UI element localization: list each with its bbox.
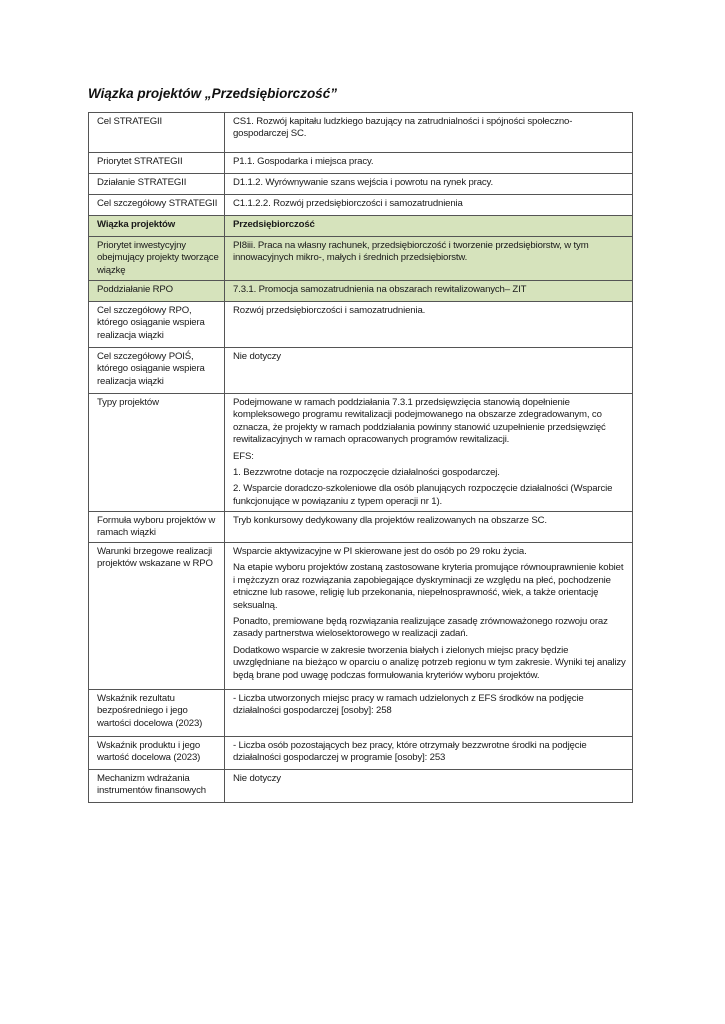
row-label: Warunki brzegowe realizacji projektów wskazane w RPO bbox=[89, 543, 225, 690]
row-label: Cel szczegółowy POIŚ, którego osiąganie wspiera realizacja wiązki bbox=[89, 348, 225, 394]
table-row bbox=[89, 394, 633, 512]
row-content bbox=[225, 195, 633, 216]
paragraph: P1.1. Gospodarka i miejsca pracy. bbox=[233, 156, 374, 167]
paragraph: D1.1.2. Wyrównywanie szans wejścia i powrotu na rynek pracy. bbox=[233, 177, 494, 188]
row-content bbox=[225, 543, 633, 690]
paragraph: 7.3.1. Promocja samozatrudnienia na obszarach rewitalizowanych– ZIT bbox=[233, 284, 527, 295]
paragraph: EFS: bbox=[233, 450, 254, 462]
row-content bbox=[225, 690, 633, 737]
row-content bbox=[225, 281, 633, 302]
row-content bbox=[225, 770, 633, 803]
row-content bbox=[225, 113, 633, 153]
paragraph: Nie dotyczy bbox=[233, 773, 281, 784]
row-label: Wskaźnik rezultatu bezpośredniego i jego wartości docelowa (2023) bbox=[89, 690, 225, 737]
table-row bbox=[89, 690, 633, 737]
row-label: Wiązka projektów bbox=[89, 216, 225, 237]
table-row bbox=[89, 174, 633, 195]
row-label: Cel szczegółowy STRATEGII bbox=[89, 195, 225, 216]
row-label: Priorytet STRATEGII bbox=[89, 153, 225, 174]
table-row-highlight bbox=[89, 281, 633, 302]
table-row bbox=[89, 543, 633, 690]
row-content bbox=[225, 512, 633, 543]
page-title: Wiązka projektów „Przedsiębiorczość” bbox=[88, 86, 337, 101]
row-content bbox=[225, 737, 633, 770]
paragraph: - Liczba osób pozostających bez pracy, które otrzymały bezzwrotne środki na podjęcie działalności gospodarczej w programie [osoby]: 253 bbox=[233, 740, 587, 764]
paragraph: 2. Wsparcie doradczo-szkoleniowe dla osób planujących rozpoczęcie działalności (Wsparcie funkcjonujące w powiązaniu z typem operacji nr 1). bbox=[233, 483, 613, 507]
paragraph: Nie dotyczy bbox=[233, 351, 281, 362]
row-content bbox=[225, 302, 633, 348]
row-label: Cel STRATEGII bbox=[89, 113, 225, 153]
row-label: Typy projektów bbox=[89, 394, 225, 512]
paragraph: PI8iii. Praca na własny rachunek, przedsiębiorczość i tworzenie przedsiębiorstw, w tym innowacyjnych mikro-, małych i średnich przedsiębiorstw. bbox=[233, 240, 589, 264]
table-row bbox=[89, 737, 633, 770]
row-label: Formuła wyboru projektów w ramach wiązki bbox=[89, 512, 225, 543]
row-label: Działanie STRATEGII bbox=[89, 174, 225, 195]
row-content bbox=[225, 394, 633, 512]
table-row bbox=[89, 195, 633, 216]
row-label: Cel szczegółowy RPO, którego osiąganie wspiera realizacja wiązki bbox=[89, 302, 225, 348]
table-row bbox=[89, 348, 633, 394]
row-label: Priorytet inwestycyjny obejmujący projekty tworzące wiązkę bbox=[89, 237, 225, 281]
table-row bbox=[89, 770, 633, 803]
row-content bbox=[225, 348, 633, 394]
table-row bbox=[89, 302, 633, 348]
paragraph: - Liczba utworzonych miejsc pracy w ramach udzielonych z EFS środków na podjęcie działalności gospodarczej [osoby]: 258 bbox=[233, 693, 584, 717]
row-label: Wskaźnik produktu i jego wartość docelowa (2023) bbox=[89, 737, 225, 770]
row-content bbox=[225, 237, 633, 281]
table-row bbox=[89, 113, 633, 153]
row-content bbox=[225, 174, 633, 195]
paragraph: Ponadto, premiowane będą rozwiązania realizujące zasadę zrównoważonego rozwoju oraz zasady partnerstwa wielosektorowego w realizacji zadań. bbox=[233, 616, 608, 640]
paragraph: Wsparcie aktywizacyjne w PI skierowane jest do osób po 29 roku życia. bbox=[233, 546, 527, 557]
paragraph: Podejmowane w ramach poddziałania 7.3.1 przedsięwzięcia stanowią dopełnienie kompleksowego programu rewitalizacji podejmowanego na obszarze zdegradowanym, co oznacza, że projekty w ramach poddziałania powinny stanowić uzupełnienie przedsięwzięć rewitalizacyjnych w ramach opracowanych programów rewitalizacji. bbox=[233, 397, 606, 446]
row-label: Poddziałanie RPO bbox=[89, 281, 225, 302]
paragraph: Rozwój przedsiębiorczości i samozatrudnienia. bbox=[233, 305, 426, 316]
table-row-highlight bbox=[89, 216, 633, 237]
paragraph: 1. Bezzwrotne dotacje na rozpoczęcie działalności gospodarczej. bbox=[233, 467, 500, 479]
paragraph: Przedsiębiorczość bbox=[233, 219, 315, 230]
paragraph: Dodatkowo wsparcie w zakresie tworzenia białych i zielonych miejsc pracy będzie uwzględniane na bieżąco w oparciu o analizę potrzeb regionu w tym zakresie. Wyniki tej analizy będą brane pod uwagę podczas formułowania kryteriów wyboru projektów. bbox=[233, 644, 626, 681]
table-row-highlight bbox=[89, 237, 633, 281]
row-label: Mechanizm wdrażania instrumentów finansowych bbox=[89, 770, 225, 803]
paragraph: CS1. Rozwój kapitału ludzkiego bazujący na zatrudnialności i spójności społeczno-gospodarczej SC. bbox=[233, 116, 573, 140]
paragraph: Na etapie wyboru projektów zostaną zastosowane kryteria promujące równouprawnienie kobiet i mężczyzn oraz rozwiązania zapobiegające dyskryminacji ze względu na płeć, pochodzenie etniczne lub rasowe, religię lub przekonania, niepełnosprawność, wiek, a także orientację seksualną. bbox=[233, 562, 624, 611]
project-bundle-table bbox=[88, 112, 633, 803]
paragraph: C1.1.2.2. Rozwój przedsiębiorczości i samozatrudnienia bbox=[233, 198, 463, 209]
row-content bbox=[225, 153, 633, 174]
table-row bbox=[89, 512, 633, 543]
row-content bbox=[225, 216, 633, 237]
table-row bbox=[89, 153, 633, 174]
paragraph: Tryb konkursowy dedykowany dla projektów realizowanych na obszarze SC. bbox=[233, 515, 547, 526]
